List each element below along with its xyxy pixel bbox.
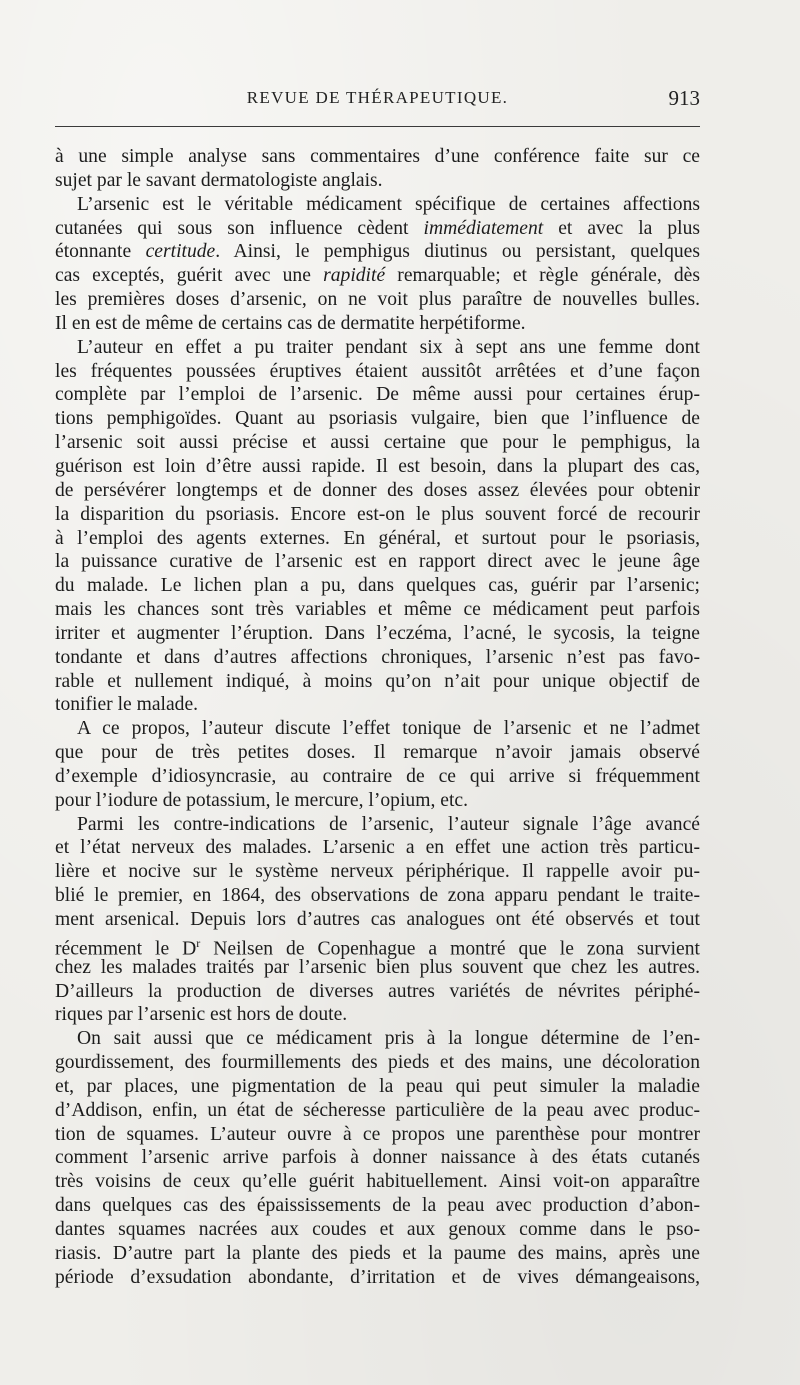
text-line: comment l’arsenic arrive parfois à donner naissance à des états cutanés (55, 1147, 700, 1169)
emphasis-text: rapidité (323, 265, 386, 287)
text-line: complète par l’emploi de l’arsenic. De même aussi pour certaines érup- (55, 384, 700, 406)
text-line: tions pemphigoïdes. Quant au psoriasis vulgaire, bien que l’influence de (55, 408, 700, 430)
text-line: à l’emploi des agents externes. En général, et surtout pour le psoriasis, (55, 527, 700, 549)
text-line: riasis. D’autre part la plante des pieds et la paume des mains, après une (55, 1242, 700, 1264)
text-line: les fréquentes poussées éruptives étaient aussitôt arrêtées et d’une façon (55, 360, 700, 382)
text-line: période d’exsudation abondante, d’irritation et de vives démangeaisons, (55, 1266, 700, 1288)
text-line: tondante et dans d’autres affections chroniques, l’arsenic n’est pas favo- (55, 646, 700, 668)
text-line: d’exemple d’idiosyncrasie, au contraire de ce qui arrive si fréquemment (55, 765, 700, 787)
page-number: 913 (668, 86, 700, 110)
text-line: et, par places, une pigmentation de la peau qui peut simuler la maladie (55, 1075, 700, 1097)
superscript-text: r (196, 935, 201, 950)
text-line: pour l’iodure de potassium, le mercure, l’opium, etc. (55, 789, 468, 811)
text-line: dans quelques cas des épaississements de la peau avec production d’abon- (55, 1195, 700, 1217)
text-line: la disparition du psoriasis. Encore est-on le plus souvent forcé de recourir (55, 503, 700, 525)
page-header (55, 88, 700, 112)
text-line: cutanées qui sous son influence cèdent immédiatement et avec la plus (55, 217, 700, 239)
text-line: gourdissement, des fourmillements des pieds et des mains, une décoloration (55, 1052, 700, 1074)
text-line: guérison est loin d’être aussi rapide. Il est besoin, dans la plupart des cas, (55, 455, 700, 477)
text-line: que pour de très petites doses. Il remarque n’avoir jamais observé (55, 742, 700, 764)
text-line: les premières doses d’arsenic, on ne voit plus paraître de nouvelles bulles. (55, 289, 700, 311)
text-line: très voisins de ceux qu’elle guérit habituellement. Ainsi voit-on apparaître (55, 1171, 700, 1193)
text-line: mais les chances sont très variables et même ce médicament peut parfois (55, 599, 700, 621)
emphasis-text: immédiatement (423, 217, 544, 239)
text-line: lière et nocive sur le système nerveux périphérique. Il rappelle avoir pu- (55, 861, 700, 883)
text-line: irriter et augmenter l’éruption. Dans l’eczéma, l’acné, le sycosis, la teigne (55, 622, 700, 644)
running-title: REVUE DE THÉRAPEUTIQUE. (246, 88, 509, 107)
text-line: rable et nullement indiqué, à moins qu’on n’ait pour unique objectif de (55, 670, 700, 692)
text-line: D’ailleurs la production de diverses autres variétés de névrites périphé- (55, 980, 700, 1002)
text-line: ment arsenical. Depuis lors d’autres cas analogues ont été observés et tout (55, 909, 700, 930)
text-line: tion de squames. L’auteur ouvre à ce propos une parenthèse pour montrer (55, 1123, 700, 1145)
text-line: L’arsenic est le véritable médicament spécifique de certaines affections (77, 193, 700, 215)
article-body (55, 145, 700, 1290)
text-line: blié le premier, en 1864, des observations de zona apparu pendant le traite- (55, 885, 700, 907)
text-line: dantes squames nacrées aux coudes et aux genoux comme dans le pso- (55, 1218, 700, 1240)
text-line: à une simple analyse sans commentaires d’une conférence faite sur ce (55, 146, 700, 167)
text-line: sujet par le savant dermatologiste anglais. (55, 169, 383, 191)
text-line: et l’état nerveux des malades. L’arsenic a en effet une action très particu- (55, 837, 700, 859)
text-line: de persévérer longtemps et de donner des doses assez élevées pour obtenir (55, 479, 700, 501)
text-line: la puissance curative de l’arsenic est en rapport direct avec le jeune âge (55, 551, 700, 573)
text-line: d’Addison, enfin, un état de sécheresse particulière de la peau avec produc- (55, 1099, 700, 1121)
text-line: cas exceptés, guérit avec une rapidité remarquable; et règle générale, dès (55, 265, 700, 287)
header-rule (55, 126, 700, 127)
text-line: récemment le $D^r$ Neilsen de Copenhague a montré que le zona survient (55, 935, 700, 960)
text-line: étonnante certitude. Ainsi, le pemphigus diutinus ou persistant, quelques (55, 241, 700, 263)
text-line: l’arsenic soit aussi précise et aussi certaine que pour le pemphigus, la (55, 432, 700, 454)
text-line: du malade. Le lichen plan a pu, dans quelques cas, guérir par l’arsenic; (55, 575, 700, 597)
text-line: Parmi les contre-indications de l’arsenic, l’auteur signale l’âge avancé (77, 813, 700, 835)
text-line: L’auteur en effet a pu traiter pendant six à sept ans une femme dont (77, 336, 700, 358)
text-line: riques par l’arsenic est hors de doute. (55, 1004, 348, 1026)
text-line: On sait aussi que ce médicament pris à la longue détermine de l’en- (77, 1028, 700, 1050)
text-line: Il en est de même de certains cas de dermatite herpétiforme. (55, 312, 526, 334)
text-line: A ce propos, l’auteur discute l’effet tonique de l’arsenic et ne l’admet (77, 718, 700, 740)
text-line: tonifier le malade. (55, 694, 199, 716)
emphasis-text: certitude (145, 241, 216, 263)
text-line: chez les malades traités par l’arsenic bien plus souvent que chez les autres. (55, 956, 700, 978)
